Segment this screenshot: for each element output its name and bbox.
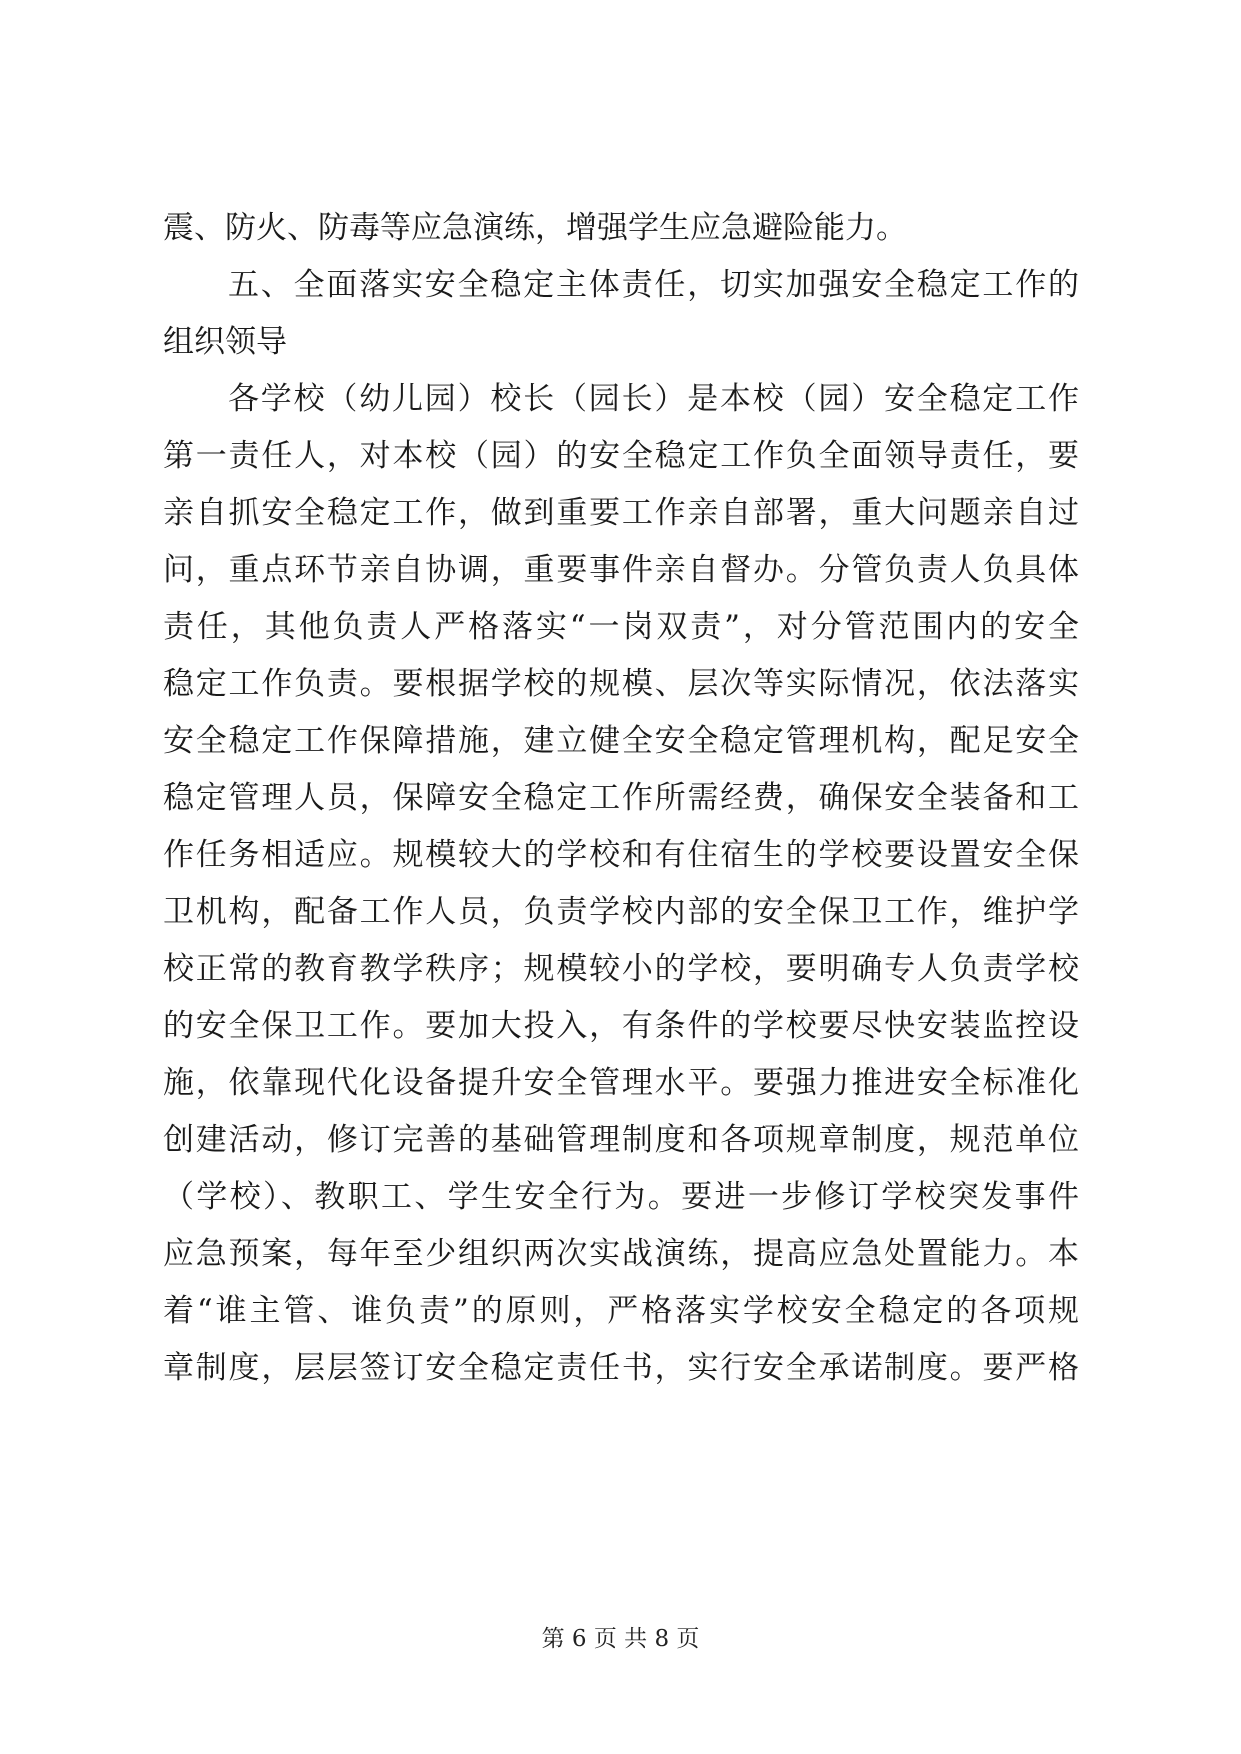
text-line: 作任务相适应。规模较大的学校和有住宿生的学校要设置安全保 xyxy=(163,837,1079,873)
section-heading-line: 五、全面落实安全稳定主体责任，切实加强安全稳定工作的 xyxy=(228,267,1079,303)
text-line: 的安全保卫工作。要加大投入，有条件的学校要尽快安装监控设 xyxy=(163,1008,1079,1044)
text-line: 各学校（幼儿园）校长（园长）是本校（园）安全稳定工作 xyxy=(228,381,1079,417)
page-number-footer: 第 6 页 共 8 页 xyxy=(541,1626,700,1652)
text-line: （学校）、教职工、学生安全行为。要进一步修订学校突发事件 xyxy=(163,1179,1079,1215)
text-line: 创建活动，修订完善的基础管理制度和各项规章制度，规范单位 xyxy=(163,1122,1079,1158)
text-line: 施，依靠现代化设备提升安全管理水平。要强力推进安全标准化 xyxy=(163,1065,1079,1101)
section-heading-line: 组织领导 xyxy=(163,324,287,360)
text-line: 稳定管理人员，保障安全稳定工作所需经费，确保安全装备和工 xyxy=(163,780,1079,816)
text-line: 应急预案，每年至少组织两次实战演练，提高应急处置能力。本 xyxy=(163,1236,1079,1272)
text-line: 震、防火、防毒等应急演练，增强学生应急避险能力。 xyxy=(163,210,907,246)
text-line: 第一责任人，对本校（园）的安全稳定工作负全面领导责任，要 xyxy=(163,438,1079,474)
text-line: 着“谁主管、谁负责”的原则，严格落实学校安全稳定的各项规 xyxy=(163,1293,1079,1329)
text-line: 校正常的教育教学秩序；规模较小的学校，要明确专人负责学校 xyxy=(163,951,1079,987)
text-line: 亲自抓安全稳定工作，做到重要工作亲自部署，重大问题亲自过 xyxy=(163,495,1079,531)
text-line: 章制度，层层签订安全稳定责任书，实行安全承诺制度。要严格 xyxy=(163,1350,1079,1386)
text-line: 稳定工作负责。要根据学校的规模、层次等实际情况，依法落实 xyxy=(163,666,1079,702)
text-line: 问，重点环节亲自协调，重要事件亲自督办。分管负责人负具体 xyxy=(163,552,1079,588)
text-line: 责任，其他负责人严格落实“一岗双责”，对分管范围内的安全 xyxy=(163,609,1079,645)
text-line: 安全稳定工作保障措施，建立健全安全稳定管理机构，配足安全 xyxy=(163,723,1079,759)
text-line: 卫机构，配备工作人员，负责学校内部的安全保卫工作，维护学 xyxy=(163,894,1079,930)
